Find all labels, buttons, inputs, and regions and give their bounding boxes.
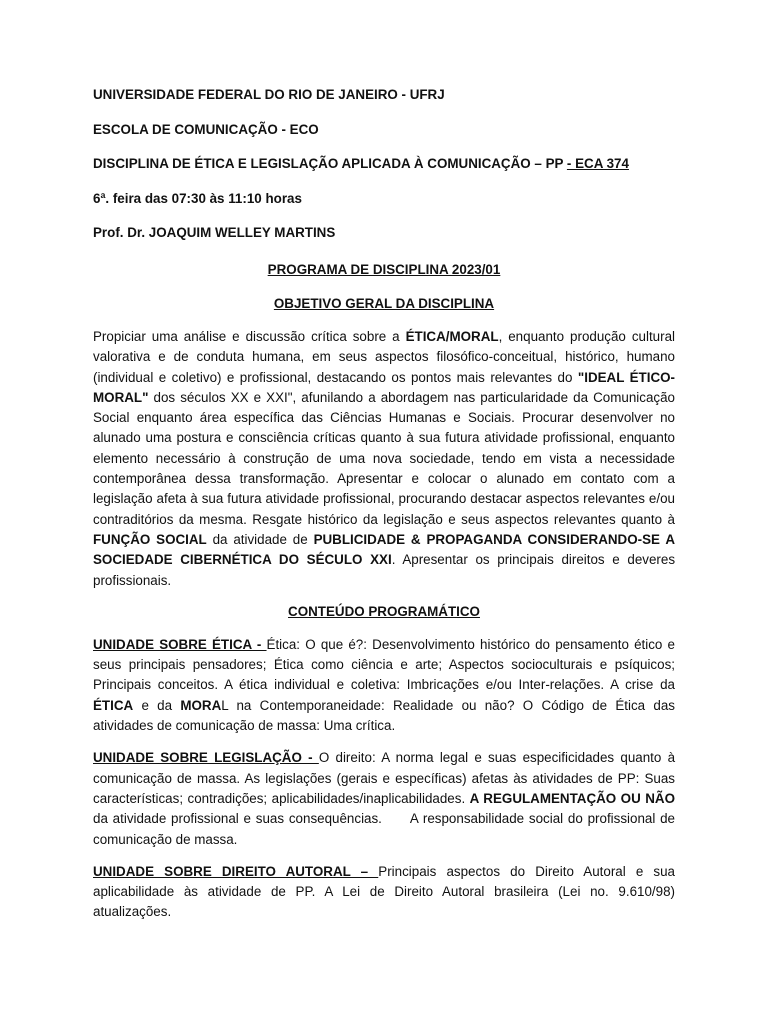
copyright-text-1: Principais aspectos do Direito Autoral e sua aplicabilidade às atividade de PP. A Lei de Direito Autoral brasileira (Lei no. 9.610/98) atualizações. [93, 863, 675, 920]
discipline-name: DISCIPLINA DE ÉTICA E LEGISLAÇÃO APLICADA À COMUNICAÇÃO – PP [93, 156, 567, 171]
objective-bold-2: "IDEAL ÉTICO-MORAL" [93, 369, 675, 405]
professor-name: Prof. Dr. JOAQUIM WELLEY MARTINS [93, 225, 336, 240]
legislation-text-2: da atividade profissional e suas consequências. [93, 811, 382, 827]
university-name: UNIVERSIDADE FEDERAL DO RIO DE JANEIRO - UFRJ [93, 87, 445, 102]
objective-text-5: . Apresentar os principais direitos e deveres profissionais. [93, 552, 676, 588]
copyright-unit-paragraph [93, 862, 675, 923]
legislation-unit-label: UNIDADE SOBRE LEGISLAÇÃO - [93, 750, 319, 766]
content-title: CONTEÚDO PROGRAMÁTICO [288, 603, 480, 619]
objective-text-2: , enquanto produção cultural valorativa e de conduta humana, em seus aspectos filosófico-conceitual, histórico, humano (individual e coletivo) e profissional, destacando os pontos mais relevantes do [93, 329, 675, 385]
objective-text-4: da atividade de [206, 531, 314, 547]
legislation-unit-paragraph [93, 748, 675, 849]
objective-bold-4: PUBLICIDADE & PROPAGANDA CONSIDERANDO-SE A SOCIEDADE CIBERNÉTICA DO SÉCULO XXI [93, 531, 675, 568]
class-schedule: 6ª. feira das 07:30 às 11:10 horas [93, 190, 302, 206]
ethics-bold-1: ÉTICA [93, 697, 134, 713]
legislation-text-3: A responsabilidade social do profissional de comunicação de massa. [93, 811, 675, 847]
discipline-line [93, 155, 675, 172]
program-title: PROGRAMA DE DISCIPLINA 2023/01 [267, 262, 501, 277]
legislation-text-1: O direito: A norma legal e suas especificidades quanto à comunicação de massa. As legislações (gerais e específicas) afetas às atividades de PP: Suas características; contradições; aplicabilidades/inaplicabilidades. [93, 750, 676, 806]
objective-text-3: dos séculos XX e XXI", afunilando a abordagem nas particularidade da Comunicação Social enquanto área específica das Ciências Humanas e Sociais. Procurar desenvolver no alunado uma postura e consciência críticas quanto à sua futura atividade profissional, enquanto elemento necessário à construção de uma nova sociedade, tendo em vista a necessidade contemporânea dessa transformação. Apresentar e colocar o alunado em contato com a legislação afeta à sua futura atividade profissional, procurando destacar aspectos relevantes e/ou contraditórios da mesma. Resgate histórico da legislação e seus aspectos relevantes quanto à [93, 389, 675, 527]
copyright-unit-label: UNIDADE SOBRE DIREITO AUTORAL – [93, 863, 379, 879]
legislation-bold-1: A REGULAMENTAÇÃO OU NÃO [469, 790, 675, 806]
ethics-bold-2: MORA [180, 697, 222, 713]
ethics-text-3: L na Contemporaneidade: Realidade ou não? O Código de Ética das atividades de comunicação de massa: Uma crítica. [93, 697, 675, 734]
objective-paragraph [93, 327, 675, 591]
ethics-unit-label: UNIDADE SOBRE ÉTICA - [93, 636, 267, 652]
ethics-text-2: e da [133, 697, 181, 713]
school-name: ESCOLA DE COMUNICAÇÃO - ECO [93, 121, 319, 137]
objective-title: OBJETIVO GERAL DA DISCIPLINA [273, 296, 495, 311]
objective-bold-3: FUNÇÃO SOCIAL [93, 531, 207, 547]
ethics-unit-paragraph [93, 635, 675, 736]
objective-text-1: Propiciar uma análise e discussão crítica sobre a [93, 329, 406, 344]
discipline-code: - ECA 374 [566, 156, 629, 171]
ethics-text-1: Ética: O que é?: Desenvolvimento histórico do pensamento ético e seus principais pensadores; Ética como ciência e arte; Aspectos socioculturais e psíquicos; Principais conceitos. A ética individual e coletiva: Imbricações e/ou Inter-relações. A crise da [93, 636, 676, 693]
objective-bold-1: ÉTICA/MORAL [405, 329, 499, 344]
